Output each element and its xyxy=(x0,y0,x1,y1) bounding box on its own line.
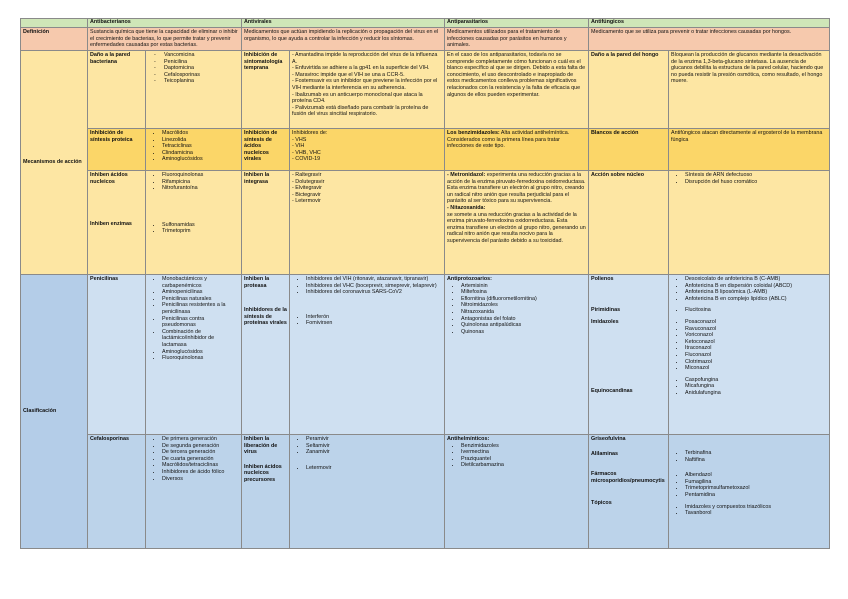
cla-av-label-2b: Inhiben ácidos nucleicos precursores xyxy=(244,463,282,483)
definicion-antiparasitarios: Medicamentos utilizados para el tratamiento de infecciones causadas por parásitos en humanos y animales. xyxy=(445,28,589,51)
mec-ap-text-3: - Metronidazol: experimenta una reducción gracias a la acción de la enzima piruvato-ferredoxina oxidorreductasa. Esta enzima transfiere un electrón al grupo nitro, creando un radical nitro anión que resulta perjudicial para el parásito al ser tóxico para su supervivencia. - Nitazoxanida: se somete a una reducción gracias a la actividad de la enzima piruvato-ferredoxina oxidorreductasa. Esta enzima transfiere un electrón al grupo nitro, generando un radical nitro anión que resulta nocivo para la supervivencia del parásito debido a su toxicidad. xyxy=(445,171,589,275)
list-item: • Clindamicina xyxy=(162,150,239,157)
clasificacion-row-2 xyxy=(21,435,830,549)
list-item: - VHS xyxy=(292,136,307,143)
clasificacion-row-1 xyxy=(21,275,830,435)
list-item: - Penicilina xyxy=(164,59,239,66)
list-item: • Anfotericina B en dispersión coloidal (ABCD) xyxy=(685,283,827,290)
cla-ab-list-1 xyxy=(146,275,242,435)
mec-av-list-3 xyxy=(290,171,445,275)
cla-af-label-griseofulvina: Griseofulvina xyxy=(591,436,626,442)
cla-af-label-alilaminas: Alilaminas xyxy=(591,450,618,457)
list-heading: Antihelmínticos: xyxy=(447,436,490,442)
list-item: • Diversos xyxy=(162,476,239,483)
list-item: • Inhibidores del coronavirus SARS-CoV2 xyxy=(306,289,442,296)
list-item: • Posaconazol xyxy=(685,319,827,326)
list-item: • Inhibidores del VHC (boceprevir, simeprevir, telaprevir) xyxy=(306,283,442,290)
list-item: • Ravuconazol xyxy=(685,326,827,333)
list-item: - Enfuvirtida se adhiere a la gp41 en la superficie del VIH. xyxy=(292,65,430,72)
list-item: • Caspofungina xyxy=(685,377,827,384)
list-item: • Peramivir xyxy=(306,436,442,443)
list-item: • Aminopenicilinas xyxy=(162,289,239,296)
cla-af-list-1 xyxy=(669,275,830,435)
mec-af-list-3 xyxy=(669,171,830,275)
list-item: • Combinación de lactámico/inhibidor de lactamasa xyxy=(162,329,239,349)
list-item: • Interferón xyxy=(306,314,442,321)
cla-av-list-1 xyxy=(290,275,445,435)
list-item: • Desoxicolato de anfotericina B (C-AMB) xyxy=(685,276,827,283)
cla-af-label-pirimidinas: Pirimidinas xyxy=(591,306,621,313)
list-item: - Bictegravir xyxy=(292,191,321,198)
list-item: • Voriconazol xyxy=(685,332,827,339)
list-item: • Zanamivir xyxy=(306,449,442,456)
list-item: • Inhibidores del VIH (ritonavir, atazanavir, tipranavir) xyxy=(306,276,442,283)
cla-av-label-1a: Inhiben la proteasa xyxy=(244,276,270,289)
cla-af-label-equinocandinas: Equinocandinas xyxy=(591,387,633,394)
mec-av-label-1: Inhibición de sintomatología temprana xyxy=(242,51,290,129)
list-item: • Penicilinas naturales xyxy=(162,296,239,303)
cla-ab-label-2: Cefalosporinas xyxy=(88,435,146,549)
list-item: - Fostemsavir es un inhibidor que previene la infección por el VIH mediante la interferencia en su adherencia. xyxy=(292,78,438,91)
list-item: • Fluconazol xyxy=(685,352,827,359)
mec-av-label-3: Inhiben la integrasa xyxy=(242,171,290,275)
cla-af-label-topicos: Tópicos xyxy=(591,500,612,507)
header-antiparasitarios: Antiparasitarios xyxy=(445,19,589,28)
cla-av-labels-2 xyxy=(242,435,290,549)
mec-ab-list-3 xyxy=(146,171,242,275)
list-item: • Inhibidores de ácido fólico xyxy=(162,469,239,476)
mec-ab-label-2: Inhibición de síntesis proteica xyxy=(88,129,146,171)
mec-ab-label-3a: Inhiben ácidos nucleicos xyxy=(90,172,128,185)
cla-af-labels-2 xyxy=(589,435,669,549)
definicion-label: Definición xyxy=(21,28,88,51)
list-heading: Antiprotozoarios: xyxy=(447,276,492,282)
mec-av-label-2: Inhibición de síntesis de ácidos nucleicos virales xyxy=(242,129,290,171)
list-item: • De primera generación xyxy=(162,436,239,443)
list-item: • Nitroimidazoles xyxy=(461,302,586,309)
list-item: • Praziquantel xyxy=(461,456,586,463)
mecanismos-row-1 xyxy=(21,51,830,129)
mec-ab-labels-3 xyxy=(88,171,146,275)
definicion-antivirales: Medicamentos que actúan impidiendo la replicación o propagación del virus en el organismo, lo que ayuda a controlar la infección y reducir los síntomas. xyxy=(242,28,445,51)
list-item: - Amantadina impide la reproducción del virus de la influenza A. xyxy=(292,52,438,65)
list-item: • Eflornitina (difluorometilornitina) xyxy=(461,296,586,303)
list-item: - Cefalosporinas xyxy=(164,72,239,79)
list-item: - VHB, VHC xyxy=(292,149,321,156)
list-item: • Disrupción del huso cromático xyxy=(685,179,827,186)
list-item: • Antagonistas del folato xyxy=(461,316,586,323)
list-item: • Trimetoprim xyxy=(162,228,239,235)
mec-af-label-2: Blancos de acción xyxy=(589,129,669,171)
cla-af-list-2 xyxy=(669,435,830,549)
comparison-table-wrapper xyxy=(20,18,829,549)
list-item: - Vancomicina xyxy=(164,52,239,59)
list-item: • Ketoconazol xyxy=(685,339,827,346)
list-item: - Raltegravir xyxy=(292,172,322,178)
list-item: • Quinonas xyxy=(461,329,586,336)
list-item: • Rifampicina xyxy=(162,179,239,186)
list-item: • Aminoglucósidos xyxy=(162,349,239,356)
list-item: • Flucitosina xyxy=(685,307,827,314)
cla-ab-label-1: Penicilinas xyxy=(88,275,146,435)
list-heading: Inhibidores de: xyxy=(292,130,328,136)
mec-af-text-2: Antifúngicos atacan directamente al ergosterol de la membrana fúngica xyxy=(669,129,830,171)
definicion-antibacterianos: Sustancia química que tiene la capacidad de eliminar o inhibir el crecimiento de bacterias, lo que permite tratar y prevenir enfermedades causadas por estas bacterias. xyxy=(88,28,242,51)
list-item: • Dietilcarbamazina xyxy=(461,462,586,469)
list-item: • De segunda generación xyxy=(162,443,239,450)
list-item: • De cuarta generación xyxy=(162,456,239,463)
list-item: • Aminoglucósidos xyxy=(162,156,239,163)
list-item: - Dolutegravir xyxy=(292,178,325,185)
mec-ab-label-1: Daño a la pared bacteriana xyxy=(88,51,146,129)
header-row xyxy=(21,19,830,28)
mec-af-text-1: Bloquean la producción de glucanos mediante la desactivación de la enzima 1,3-beta-glucano sintetasa. La ausencia de glucanos debilita la estructura de la pared celular, haciendo que no pueda resistir la presión osmótica, como resultado, el hongo muere. xyxy=(669,51,830,129)
cla-af-label-farmacos: Fármacos microsporidios/pneumocytis xyxy=(591,471,665,484)
list-item: • Macrólidos xyxy=(162,130,239,137)
list-item: • Benzimidazoles xyxy=(461,443,586,450)
list-item: • Fomivirsen xyxy=(306,320,442,327)
list-item: • Síntesis de ARN defectuoso xyxy=(685,172,827,179)
mec-af-label-3: Acción sobre núcleo xyxy=(589,171,669,275)
cla-av-label-1b: Inhibidores de la síntesis de proteínas virales xyxy=(244,307,287,327)
list-item: • Terbinafina xyxy=(685,450,827,457)
mec-ab-list-1 xyxy=(146,51,242,129)
mecanismos-row-3 xyxy=(21,171,830,275)
mecanismos-label: Mecanismos de acción xyxy=(21,51,88,275)
list-item: • Seltamivir xyxy=(306,443,442,450)
list-item: - Elvitegravir xyxy=(292,185,322,192)
list-item: • Anfotericina B liposómica (L-AMB) xyxy=(685,289,827,296)
list-item: • Micafungina xyxy=(685,383,827,390)
list-item: • Itraconazol xyxy=(685,345,827,352)
list-item: • Linezolida xyxy=(162,137,239,144)
list-item: • Miltefosina xyxy=(461,289,586,296)
list-item: • Nitrazoxanida xyxy=(461,309,586,316)
list-item: • Naftifina xyxy=(685,457,827,464)
list-item: • Anidulafungina xyxy=(685,390,827,397)
list-item: • Quinolonas antipalúdicas xyxy=(461,322,586,329)
list-item: • Miconazol xyxy=(685,365,827,372)
list-item: • Trimetoprimsulfametoxazol xyxy=(685,485,827,492)
header-blank xyxy=(21,19,88,28)
list-item: • Monobactámicos y carbapenémicos xyxy=(162,276,239,289)
list-item: - Maraviroc impide que el VIH se una a CCR-5. xyxy=(292,71,405,78)
list-item: • Clotrimazol xyxy=(685,359,827,366)
list-item: • Albendazol xyxy=(685,472,827,479)
cla-af-label-polienos: Polienos xyxy=(591,276,614,282)
clasificacion-label: Clasificación xyxy=(21,275,88,549)
list-item: • Letermovir xyxy=(306,465,442,472)
list-item: - COVID-19 xyxy=(292,156,321,163)
mec-av-list-2 xyxy=(290,129,445,171)
list-item: • Fluoroquinolonas xyxy=(162,355,239,362)
header-antivirales: Antivirales xyxy=(242,19,445,28)
list-item: • De tercera generación xyxy=(162,449,239,456)
mecanismos-row-2 xyxy=(21,129,830,171)
list-item: - Palivizumab está diseñado para combatir la proteína de fusión del virus sincitial respiratorio. xyxy=(292,104,429,118)
list-item: - VIH xyxy=(292,143,305,150)
definicion-row xyxy=(21,28,830,51)
list-item: • Penicilinas resistentes a la penicilinasa xyxy=(162,302,239,315)
cla-av-list-2 xyxy=(290,435,445,549)
cla-af-label-imidazoles: Imidazoles xyxy=(591,319,619,326)
list-item: • Imidazoles y compuestos triazólicos xyxy=(685,504,827,511)
list-item: - Ibalizumab es un anticuerpo monoclonal que ataca la proteína CD4. xyxy=(292,91,423,105)
mec-af-label-1: Daño a la pared del hongo xyxy=(589,51,669,129)
list-item: - Teicoplanina xyxy=(164,78,239,85)
mec-ab-label-3b: Inhiben enzimas xyxy=(90,221,132,228)
mec-ap-text-2: Los benzimidazoles: Alta actividad antihelmíntica. Considerados como la primera línea para tratar infecciones de este tipo. xyxy=(445,129,589,171)
list-item: • Pentamidina xyxy=(685,492,827,499)
list-item: • Penicilinas contra pseudomonas xyxy=(162,316,239,329)
cla-ap-list-2 xyxy=(445,435,589,549)
list-item: - Daptomicina xyxy=(164,65,239,72)
list-item: - Letermovir xyxy=(292,198,321,205)
list-item: • Fumagilina xyxy=(685,479,827,486)
list-item: • Artemisinin xyxy=(461,283,586,290)
definicion-antifungicos: Medicamento que se utiliza para prevenir o tratar infecciones causadas por hongos. xyxy=(589,28,830,51)
list-item: • Anfotericina B en complejo lipídico (ABLC) xyxy=(685,296,827,303)
list-item: • Nitrofurantoína xyxy=(162,185,239,192)
list-item: • Macrólidos/tetraciclinas xyxy=(162,462,239,469)
mec-ab-list-2 xyxy=(146,129,242,171)
list-item: • Fluoroquinolonas xyxy=(162,172,239,179)
cla-av-label-2a: Inhiben la liberación de virus xyxy=(244,436,278,456)
antimicrobial-comparison-table xyxy=(20,18,830,549)
list-item: • Ivermectina xyxy=(461,449,586,456)
cla-av-labels-1 xyxy=(242,275,290,435)
header-antibacterianos: Antibacterianos xyxy=(88,19,242,28)
mec-av-list-1 xyxy=(290,51,445,129)
list-item: • Tetraciclinas xyxy=(162,143,239,150)
list-item: • Tavanborol xyxy=(685,510,827,517)
cla-af-labels-1 xyxy=(589,275,669,435)
cla-ap-list-1 xyxy=(445,275,589,435)
mec-ap-text-1: En el caso de los antiparasitarios, todavía no se comprende completamente cómo funcionan o cuál es el blanco específico al que se dirigen. Debido a esta falta de conocimiento, el uso descontrolado e inapropiado de estos medicamentos conlleva problemas significativos relacionados con la resistencia y la falta de eficacia que algunos de ellos pueden experimentar. xyxy=(445,51,589,129)
header-antifungicos: Antifúngicos xyxy=(589,19,830,28)
list-item: • Sulfonamidas xyxy=(162,222,239,229)
cla-ab-list-2 xyxy=(146,435,242,549)
